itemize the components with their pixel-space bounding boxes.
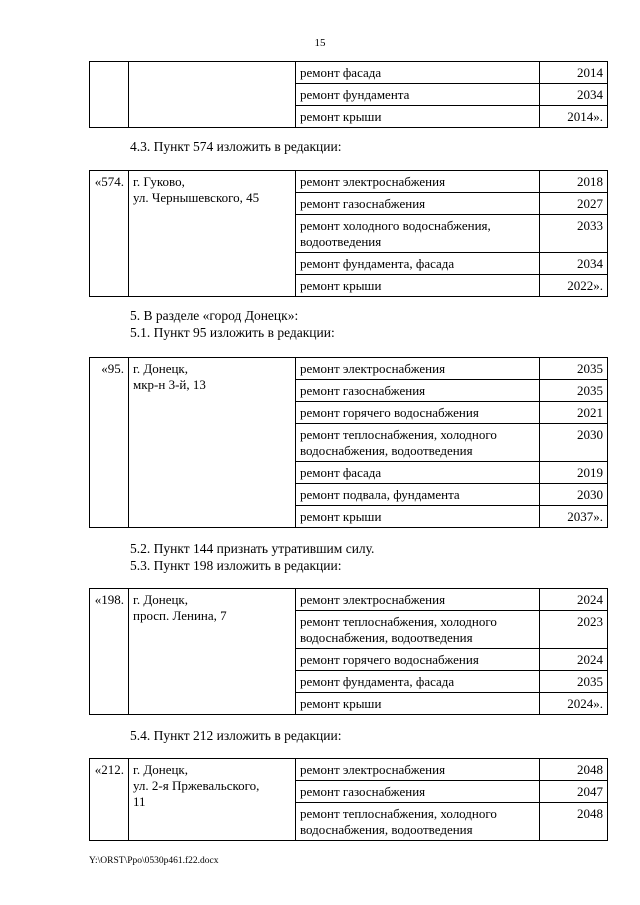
address-line: просп. Ленина, 7 [133, 608, 227, 623]
year-cell: 2034 [540, 253, 608, 275]
year-cell: 2014 [540, 62, 608, 84]
work-type-cell [296, 759, 540, 781]
paragraph-line: 5.1. Пункт 95 изложить в редакции: [130, 325, 335, 340]
work-type-cell [296, 215, 540, 253]
address-line: ул. 2-я Пржевальского, [133, 778, 260, 793]
work-type-cell [296, 462, 540, 484]
work-type-line: ремонт электроснабжения [300, 361, 446, 376]
work-type-cell [296, 506, 540, 528]
year-cell: 2018 [540, 171, 608, 193]
table-row [90, 358, 608, 380]
work-type-cell [296, 62, 540, 84]
item-number: «95. [90, 358, 129, 528]
year-cell: 2027 [540, 193, 608, 215]
work-type-cell [296, 193, 540, 215]
work-type-line: ремонт крыши [300, 109, 382, 124]
work-type-line: водоснабжения, водоотведения [300, 630, 473, 645]
work-type-cell [296, 484, 540, 506]
table-row [90, 62, 608, 84]
paragraph [130, 540, 374, 574]
year-cell: 2024». [540, 693, 608, 715]
item-number: «212. [90, 759, 129, 841]
item-number [90, 62, 129, 128]
paragraph-line: 5.4. Пункт 212 изложить в редакции: [130, 728, 342, 743]
year-cell: 2022». [540, 275, 608, 297]
year-cell: 2035 [540, 671, 608, 693]
address-line: мкр-н 3-й, 13 [133, 377, 206, 392]
address-line: г. Донецк, [133, 592, 188, 607]
page-number: 15 [314, 37, 326, 49]
work-type-cell [296, 358, 540, 380]
work-type-line: ремонт горячего водоснабжения [300, 652, 479, 667]
address-line: г. Донецк, [133, 361, 188, 376]
table-row [90, 171, 608, 193]
year-cell: 2024 [540, 589, 608, 611]
paragraph-line: 5.3. Пункт 198 изложить в редакции: [130, 558, 342, 573]
work-type-line: ремонт холодного водоснабжения, [300, 218, 491, 233]
work-type-line: ремонт фасада [300, 465, 382, 480]
work-type-line: ремонт горячего водоснабжения [300, 405, 479, 420]
work-type-line: ремонт электроснабжения [300, 174, 446, 189]
work-type-line: ремонт газоснабжения [300, 196, 426, 211]
repair-schedule-table [89, 170, 608, 297]
work-type-line: ремонт крыши [300, 509, 382, 524]
repair-schedule-table [89, 758, 608, 841]
work-type-line: ремонт крыши [300, 696, 382, 711]
table-row [90, 759, 608, 781]
year-cell: 2030 [540, 424, 608, 462]
table-row [90, 589, 608, 611]
work-type-line: ремонт фундамента [300, 87, 410, 102]
year-cell: 2021 [540, 402, 608, 424]
repair-schedule-table [89, 588, 608, 715]
work-type-line: ремонт подвала, фундамента [300, 487, 460, 502]
file-path-footer: Y:\ORST\Ppo\0530p461.f22.docx [89, 856, 219, 866]
year-cell: 2014». [540, 106, 608, 128]
work-type-cell [296, 693, 540, 715]
paragraph [130, 727, 341, 744]
work-type-cell [296, 402, 540, 424]
item-number: «198. [90, 589, 129, 715]
work-type-line: водоснабжения, водоотведения [300, 443, 473, 458]
address-cell [129, 589, 296, 715]
address-cell [129, 62, 296, 128]
year-cell: 2030 [540, 484, 608, 506]
work-type-line: ремонт фундамента, фасада [300, 674, 455, 689]
address-cell [129, 759, 296, 841]
year-cell: 2047 [540, 781, 608, 803]
paragraph-line: 5.2. Пункт 144 признать утратившим силу. [130, 541, 375, 556]
item-number: «574. [90, 171, 129, 297]
work-type-cell [296, 380, 540, 402]
work-type-cell [296, 275, 540, 297]
work-type-cell [296, 84, 540, 106]
work-type-line: ремонт электроснабжения [300, 592, 446, 607]
paragraph-line: 5. В разделе «город Донецк»: [130, 308, 299, 323]
address-line: г. Гуково, [133, 174, 185, 189]
work-type-cell [296, 611, 540, 649]
paragraph [130, 138, 341, 155]
work-type-cell [296, 781, 540, 803]
year-cell: 2035 [540, 358, 608, 380]
work-type-line: ремонт теплоснабжения, холодного [300, 427, 497, 442]
work-type-line: ремонт электроснабжения [300, 762, 446, 777]
address-line: ул. Чернышевского, 45 [133, 190, 260, 205]
work-type-line: ремонт фасада [300, 65, 382, 80]
work-type-cell [296, 253, 540, 275]
work-type-cell [296, 649, 540, 671]
repair-schedule-table [89, 61, 608, 128]
year-cell: 2048 [540, 803, 608, 841]
work-type-line: ремонт теплоснабжения, холодного [300, 806, 497, 821]
work-type-cell [296, 171, 540, 193]
work-type-line: водоснабжения, водоотведения [300, 822, 473, 837]
work-type-cell [296, 671, 540, 693]
work-type-cell [296, 803, 540, 841]
work-type-line: водоотведения [300, 234, 382, 249]
year-cell: 2023 [540, 611, 608, 649]
paragraph [130, 307, 335, 341]
paragraph-line: 4.3. Пункт 574 изложить в редакции: [130, 139, 342, 154]
work-type-line: ремонт газоснабжения [300, 383, 426, 398]
work-type-cell [296, 106, 540, 128]
year-cell: 2048 [540, 759, 608, 781]
year-cell: 2024 [540, 649, 608, 671]
address-line: 11 [133, 794, 146, 809]
work-type-cell [296, 424, 540, 462]
year-cell: 2035 [540, 380, 608, 402]
work-type-cell [296, 589, 540, 611]
year-cell: 2033 [540, 215, 608, 253]
year-cell: 2034 [540, 84, 608, 106]
work-type-line: ремонт крыши [300, 278, 382, 293]
repair-schedule-table [89, 357, 608, 528]
year-cell: 2037». [540, 506, 608, 528]
work-type-line: ремонт теплоснабжения, холодного [300, 614, 497, 629]
work-type-line: ремонт газоснабжения [300, 784, 426, 799]
address-cell [129, 171, 296, 297]
address-line: г. Донецк, [133, 762, 188, 777]
work-type-line: ремонт фундамента, фасада [300, 256, 455, 271]
year-cell: 2019 [540, 462, 608, 484]
address-cell [129, 358, 296, 528]
